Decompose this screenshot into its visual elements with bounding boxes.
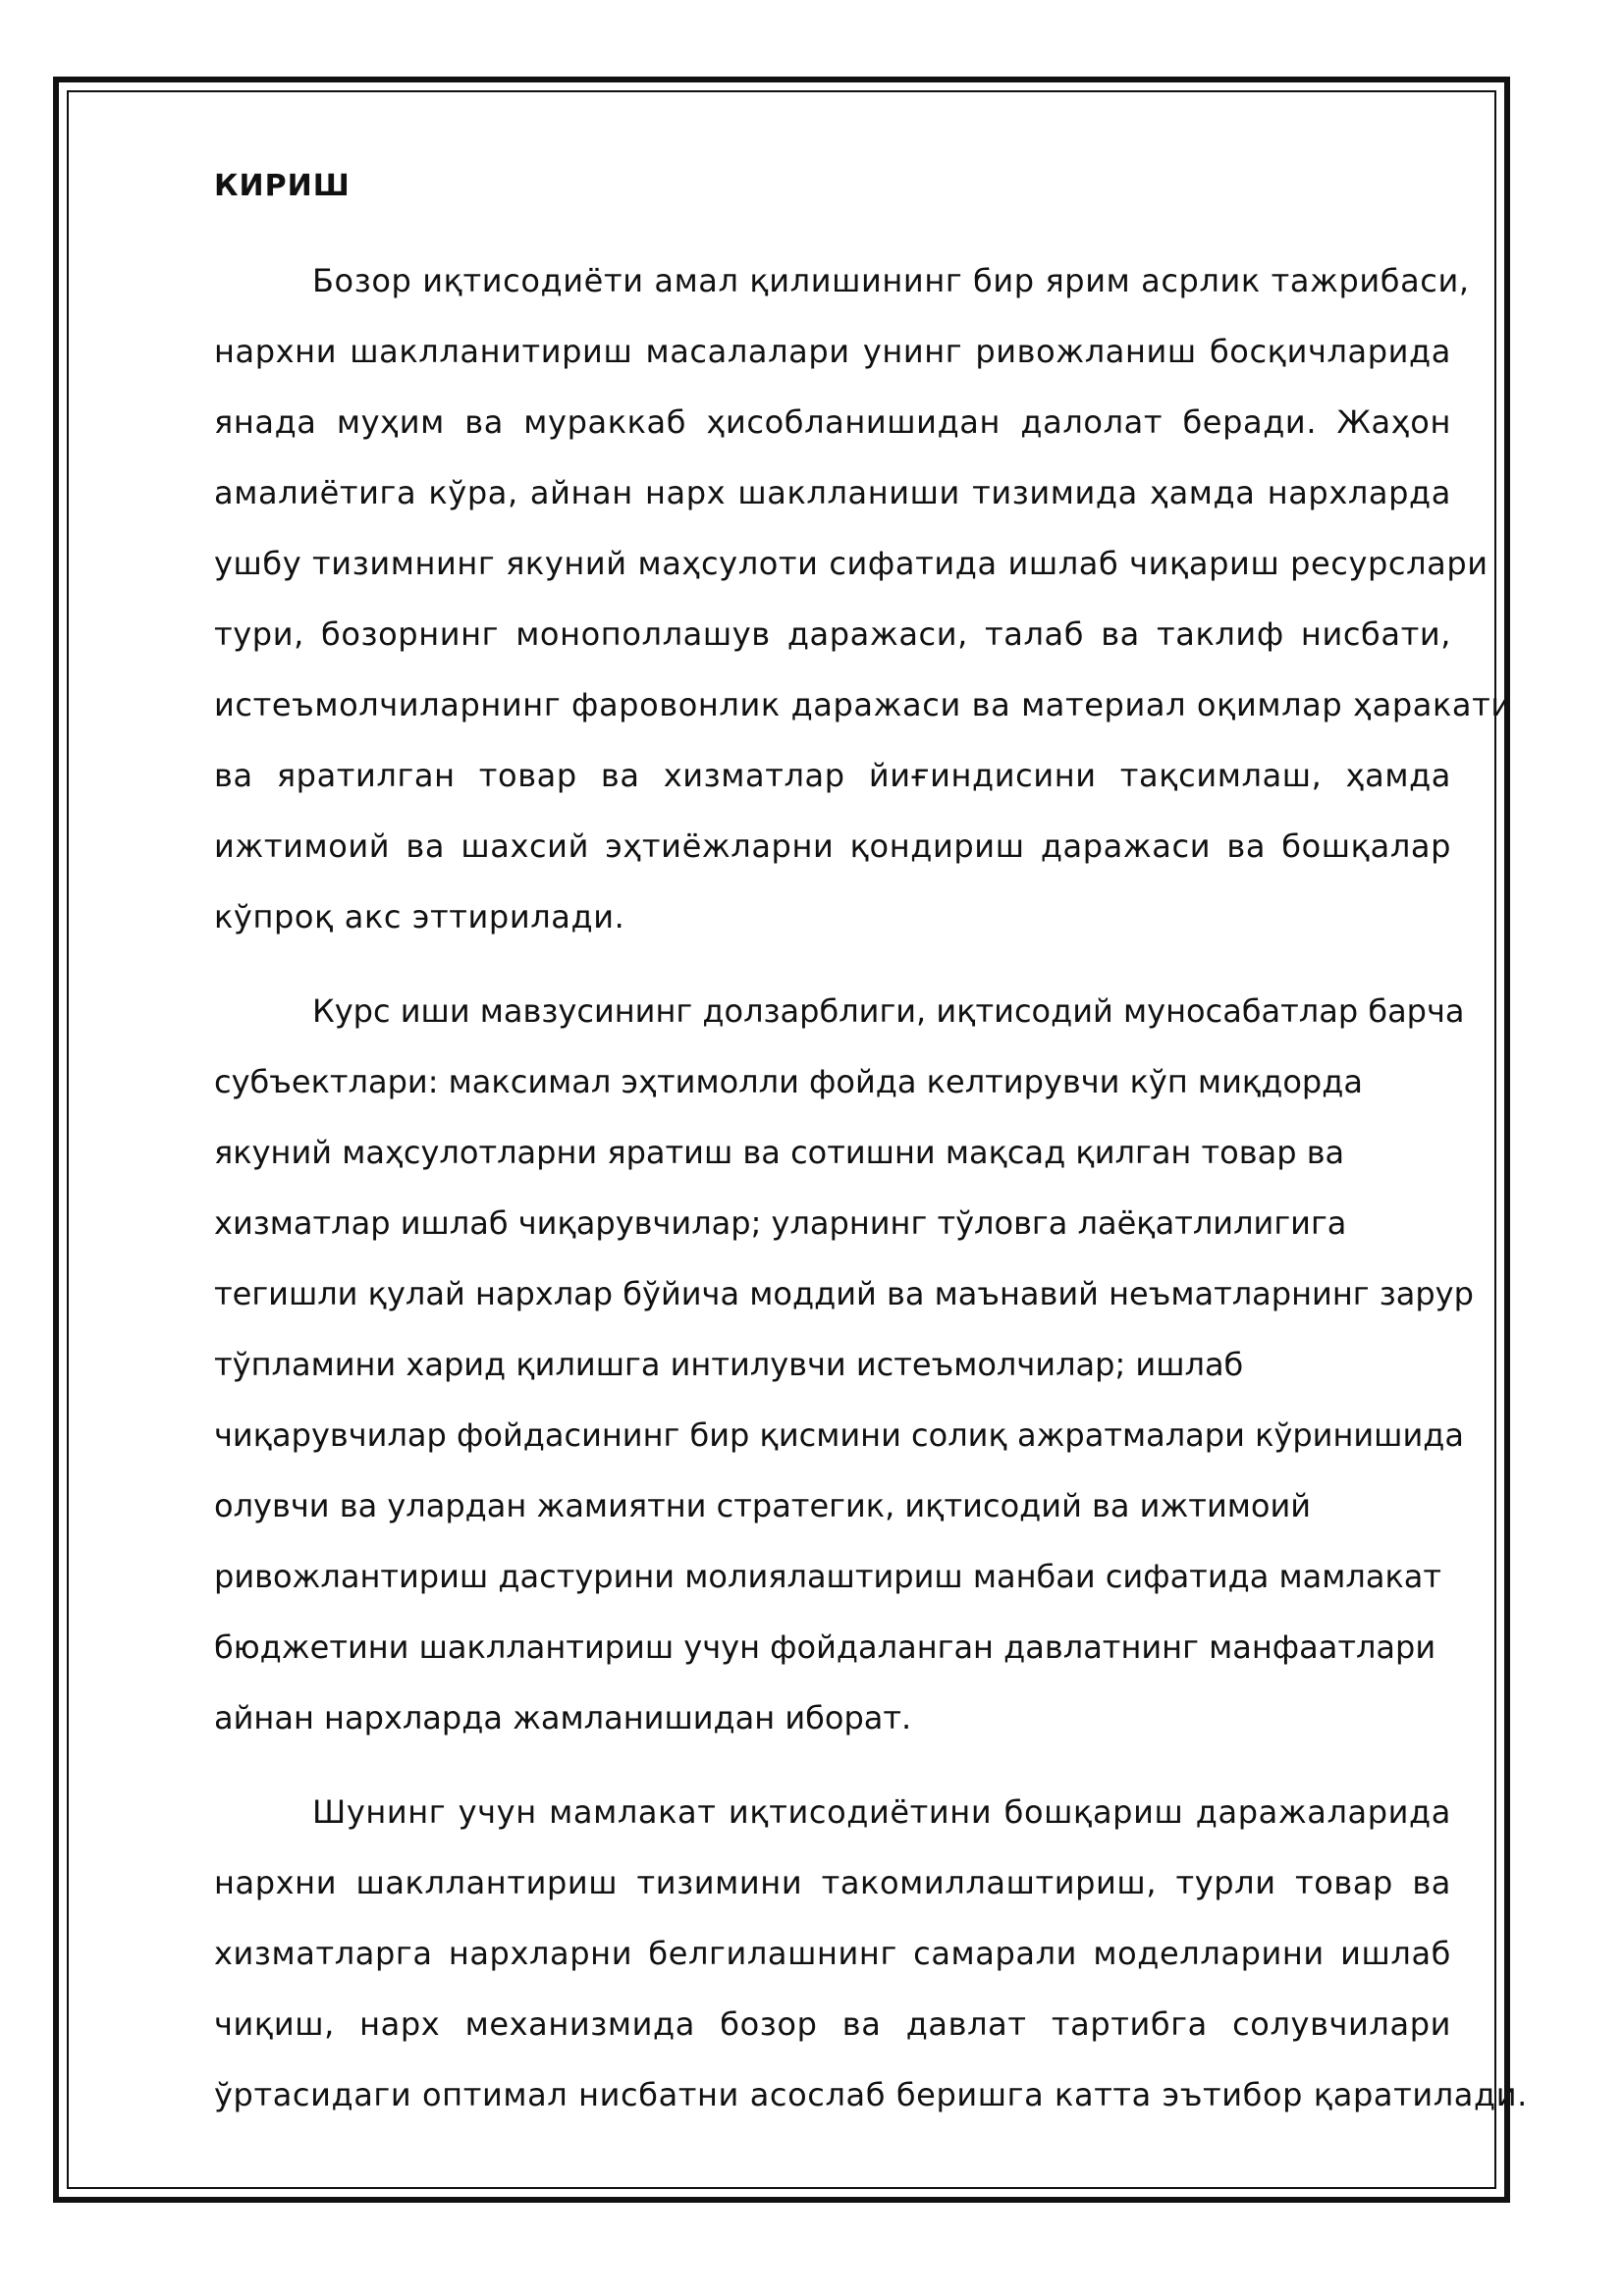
section-heading: КИРИШ	[214, 169, 351, 203]
paragraph-line: истеъмолчиларнинг фаровонлик даражаси ва материал оқимлар ҳаракати	[214, 686, 1512, 723]
paragraph-conclusion	[214, 1777, 1528, 2130]
paragraph-line: чиқиш, нарх механизмида бозор ва давлат тартибга солувчилари	[214, 2005, 1451, 2043]
paragraph-intro	[214, 245, 1512, 952]
paragraph-line: Курс иши мавзусининг долзарблиги, иқтисодий муносабатлар барча	[312, 992, 1465, 1030]
paragraph-line: Бозор иқтисодиёти амал қилишининг бир ярим асрлик тажрибаси,	[312, 262, 1470, 299]
paragraph-line: нархни шакллантириш тизимини такомиллаштириш, турли товар ва	[214, 1864, 1451, 1901]
paragraph-line: ва яратилган товар ва хизматлар йиғиндисини тақсимлаш, ҳамда	[214, 757, 1451, 794]
paragraph-line: бюджетини шакллантириш учун фойдаланган давлатнинг манфаатлари	[214, 1629, 1436, 1666]
document-body	[214, 157, 1528, 2130]
paragraph-gap	[214, 952, 1451, 976]
paragraph-line: тўпламини харид қилишга интилувчи истеъмолчилар; ишлаб	[214, 1346, 1244, 1383]
paragraph-line: якуний маҳсулотларни яратиш ва сотишни мақсад қилган товар ва	[214, 1134, 1345, 1171]
paragraph-line: айнан нархларда жамланишидан иборат.	[214, 1699, 912, 1736]
paragraph-line: кўпроқ акс эттирилади.	[214, 898, 625, 935]
paragraph-line: ўртасидаги оптимал нисбатни асослаб беришга катта эътибор қаратилади.	[214, 2076, 1528, 2113]
paragraph-line: ижтимоий ва шахсий эҳтиёжларни қондириш даражаси ва бошқалар	[214, 828, 1451, 865]
paragraph-line: Шунинг учун мамлакат иқтисодиётини бошқариш даражаларида	[312, 1793, 1451, 1831]
paragraph-line: амалиётига кўра, айнан нарх шаклланиши тизимида ҳамда нархларда	[214, 474, 1451, 511]
paragraph-line: тегишли қулай нархлар бўйича моддий ва маънавий неъматларнинг зарур	[214, 1275, 1474, 1312]
paragraph-line: хизматларга нархларни белгилашнинг самарали моделларини ишлаб	[214, 1935, 1451, 1972]
paragraph-line: ривожлантириш дастурини молиялаштириш манбаи сифатида мамлакат	[214, 1558, 1442, 1595]
paragraph-line: олувчи ва улардан жамиятни стратегик, иқтисодий ва ижтимоий	[214, 1487, 1312, 1524]
paragraph-gap	[214, 1753, 1451, 1777]
paragraph-line: тури, бозорнинг монополлашув даражаси, талаб ва таклиф нисбати,	[214, 615, 1451, 653]
paragraph-line: чиқарувчилар фойдасининг бир қисмини солиқ ажратмалари кўринишида	[214, 1416, 1464, 1454]
paragraph-line: янада муҳим ва мураккаб ҳисобланишидан далолат беради. Жаҳон	[214, 403, 1451, 441]
paragraph-relevance	[214, 976, 1474, 1753]
paragraph-line: ушбу тизимнинг якуний маҳсулоти сифатида ишлаб чиқариш ресурслари	[214, 545, 1489, 582]
paragraph-line: субъектлари: максимал эҳтимолли фойда келтирувчи кўп миқдорда	[214, 1063, 1363, 1100]
paragraph-line: хизматлар ишлаб чиқарувчилар; уларнинг тўловга лаёқатлилигига	[214, 1204, 1347, 1242]
paragraph-line: нархни шаклланитириш масалалари унинг ривожланиш босқичларида	[214, 333, 1451, 370]
